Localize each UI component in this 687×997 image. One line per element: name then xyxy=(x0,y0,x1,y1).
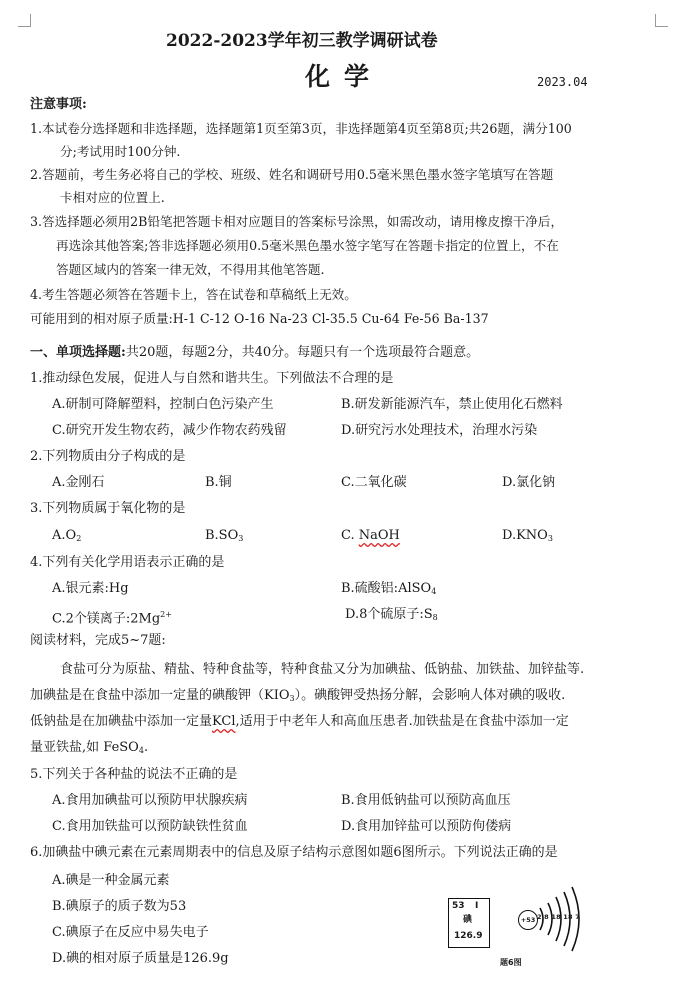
notice-line: 答题区域内的答案一律无效，不得用其他笔答题. xyxy=(56,262,325,277)
option-text: B.SO xyxy=(205,528,239,543)
question-2-option-a[interactable]: A.金刚石 xyxy=(52,475,105,490)
text-segment: 加碘盐是在食盐中添加一定量的碘酸钾（KIO xyxy=(30,688,290,703)
question-5-option-b[interactable]: B.食用低钠盐可以预防高血压 xyxy=(341,793,511,808)
electron-counts: 2 8 18 18 7 xyxy=(537,913,580,921)
question-4-option-b[interactable] xyxy=(341,581,436,600)
option-text: D.8个硫原子:S xyxy=(345,607,433,622)
question-4-option-a[interactable]: A.银元素:Hg xyxy=(52,581,129,596)
option-text: D.KNO xyxy=(502,528,548,543)
subscript: 3 xyxy=(289,694,295,703)
question-3-option-b[interactable] xyxy=(205,528,243,547)
notice-line: 卡相对应的位置上. xyxy=(60,190,165,205)
option-text: C.2个镁离子:2Mg xyxy=(52,611,161,627)
subscript: 8 xyxy=(432,613,438,622)
text-segment: ,适用于中老年人和高血压患者.加铁盐是在食盐中添加一定 xyxy=(235,714,569,729)
question-4-option-c[interactable] xyxy=(52,607,172,627)
question-5-option-c[interactable]: C.食用加铁盐可以预防缺铁性贫血 xyxy=(52,819,248,834)
exam-title: 2022-2023学年初三教学调研试卷 xyxy=(166,31,438,51)
section-description: 共20题，每题2分，共40分。每题只有一个选项最符合题意。 xyxy=(125,345,480,360)
question-6-option-a[interactable]: A.碘是一种金属元素 xyxy=(52,873,170,888)
subscript: 3 xyxy=(547,534,553,543)
text-segment: ）。碘酸钾受热扬分解，会影响人体对碘的吸收. xyxy=(294,688,566,703)
question-6-stem: 6.加碘盐中碘元素在元素周期表中的信息及原子结构示意图如题6图所示。下列说法正确的是 xyxy=(30,845,558,860)
notice-line: 3.答选择题必须用2B铅笔把答题卡相对应题目的答案标号涂黑，如需改动，请用橡皮擦干净后， xyxy=(30,214,564,229)
exam-date: 2023.04 xyxy=(537,75,588,89)
atomic-number: 53 xyxy=(452,901,465,911)
option-text: A.O xyxy=(52,528,77,543)
reading-paragraph-line xyxy=(30,714,569,730)
question-4-option-d[interactable] xyxy=(345,607,438,626)
subscript: 3 xyxy=(238,534,244,543)
notice-line: 分;考试用时100分钟. xyxy=(60,144,181,159)
reading-paragraph-line xyxy=(30,740,148,759)
question-4-stem: 4.下列有关化学用语表示正确的是 xyxy=(30,555,225,570)
question-6-option-c[interactable]: C.碘原子在反应中易失电子 xyxy=(52,925,209,940)
question-6-option-b[interactable]: B.碘原子的质子数为53 xyxy=(52,899,187,914)
notice-line: 2.答题前，考生务必将自己的学校、班级、姓名和调研号用0.5毫米黑色墨水签字笔填写在答题 xyxy=(30,167,554,182)
question-5-option-d[interactable]: D.食用加锌盐可以预防佝偻病 xyxy=(341,819,512,834)
question-2-option-c[interactable]: C.二氧化碳 xyxy=(341,475,407,490)
text-segment: KCl xyxy=(212,714,236,729)
reading-paragraph-line xyxy=(30,688,565,707)
element-name: 碘 xyxy=(463,915,473,925)
notice-heading: 注意事项: xyxy=(30,97,87,112)
nucleus-charge: +53 xyxy=(520,916,536,924)
text-segment: . xyxy=(143,740,149,755)
question-2-option-b[interactable]: B.铜 xyxy=(205,475,232,490)
question-1-option-d[interactable]: D.研究污水处理技术，治理水污染 xyxy=(341,423,538,438)
question-3-option-c[interactable] xyxy=(341,528,400,544)
subscript: 4 xyxy=(431,587,437,596)
option-text: B.硫酸铝:AlSO xyxy=(341,581,432,596)
question-2-option-d[interactable]: D.氯化钠 xyxy=(502,475,556,490)
corner-mark-top-right xyxy=(655,14,668,27)
figure-6 xyxy=(440,878,590,973)
atomic-mass: 126.9 xyxy=(454,931,483,941)
question-5-stem: 5.下列关于各种盐的说法不正确的是 xyxy=(30,767,238,782)
question-1-option-a[interactable]: A.研制可降解塑料，控制白色污染产生 xyxy=(52,397,274,412)
reading-intro: 阅读材料，完成5~7题: xyxy=(30,633,166,648)
text-segment: 量亚铁盐,如 FeSO xyxy=(30,740,139,755)
reading-paragraph-line: 食盐可分为原盐、精盐、特种食盐等，特种食盐又分为加碘盐、低钠盐、加铁盐、加锌盐等. xyxy=(60,662,585,677)
question-3-option-a[interactable] xyxy=(52,528,81,547)
subject-title: 化学 xyxy=(305,62,384,91)
notice-line: 4.考生答题必须答在答题卡上，答在试卷和草稿纸上无效。 xyxy=(30,287,357,302)
question-3-stem: 3.下列物质属于氧化物的是 xyxy=(30,501,186,516)
section-heading xyxy=(30,345,479,361)
atomic-masses: 可能用到的相对原子质量:H-1 C-12 O-16 Na-23 Cl-35.5 Cu-64 Fe-56 Ba-137 xyxy=(30,311,489,326)
text-segment: 低钠盐是在加碘盐中添加一定量 xyxy=(30,714,213,729)
element-symbol: I xyxy=(475,901,479,911)
option-text: NaOH xyxy=(358,528,400,543)
question-1-option-c[interactable]: C.研究开发生物农药，减少作物农药残留 xyxy=(52,423,287,438)
subscript: 2 xyxy=(76,534,82,543)
question-3-option-d[interactable] xyxy=(502,528,553,547)
figure-caption: 题6图 xyxy=(500,958,522,967)
question-6-option-d[interactable]: D.碘的相对原子质量是126.9g xyxy=(52,951,229,966)
question-5-option-a[interactable]: A.食用加碘盐可以预防甲状腺疾病 xyxy=(52,793,248,808)
superscript: 2+ xyxy=(160,610,172,619)
notice-line: 1.本试卷分选择题和非选择题，选择题第1页至第3页，非选择题第4页至第8页;共26题，满分100 xyxy=(30,121,572,136)
question-1-stem: 1.推动绿色发展，促进人与自然和谐共生。下列做法不合理的是 xyxy=(30,371,394,386)
option-prefix: C. xyxy=(341,528,359,543)
notice-line: 再选涂其他答案;答非选择题必须用0.5毫米黑色墨水签字笔写在答题卡指定的位置上，不在 xyxy=(56,238,559,253)
subscript: 4 xyxy=(138,746,144,755)
question-1-option-b[interactable]: B.研发新能源汽车，禁止使用化石燃料 xyxy=(341,397,563,412)
corner-mark-top-left xyxy=(18,14,31,27)
section-label: 一、单项选择题: xyxy=(30,345,126,360)
question-2-stem: 2.下列物质由分子构成的是 xyxy=(30,449,186,464)
